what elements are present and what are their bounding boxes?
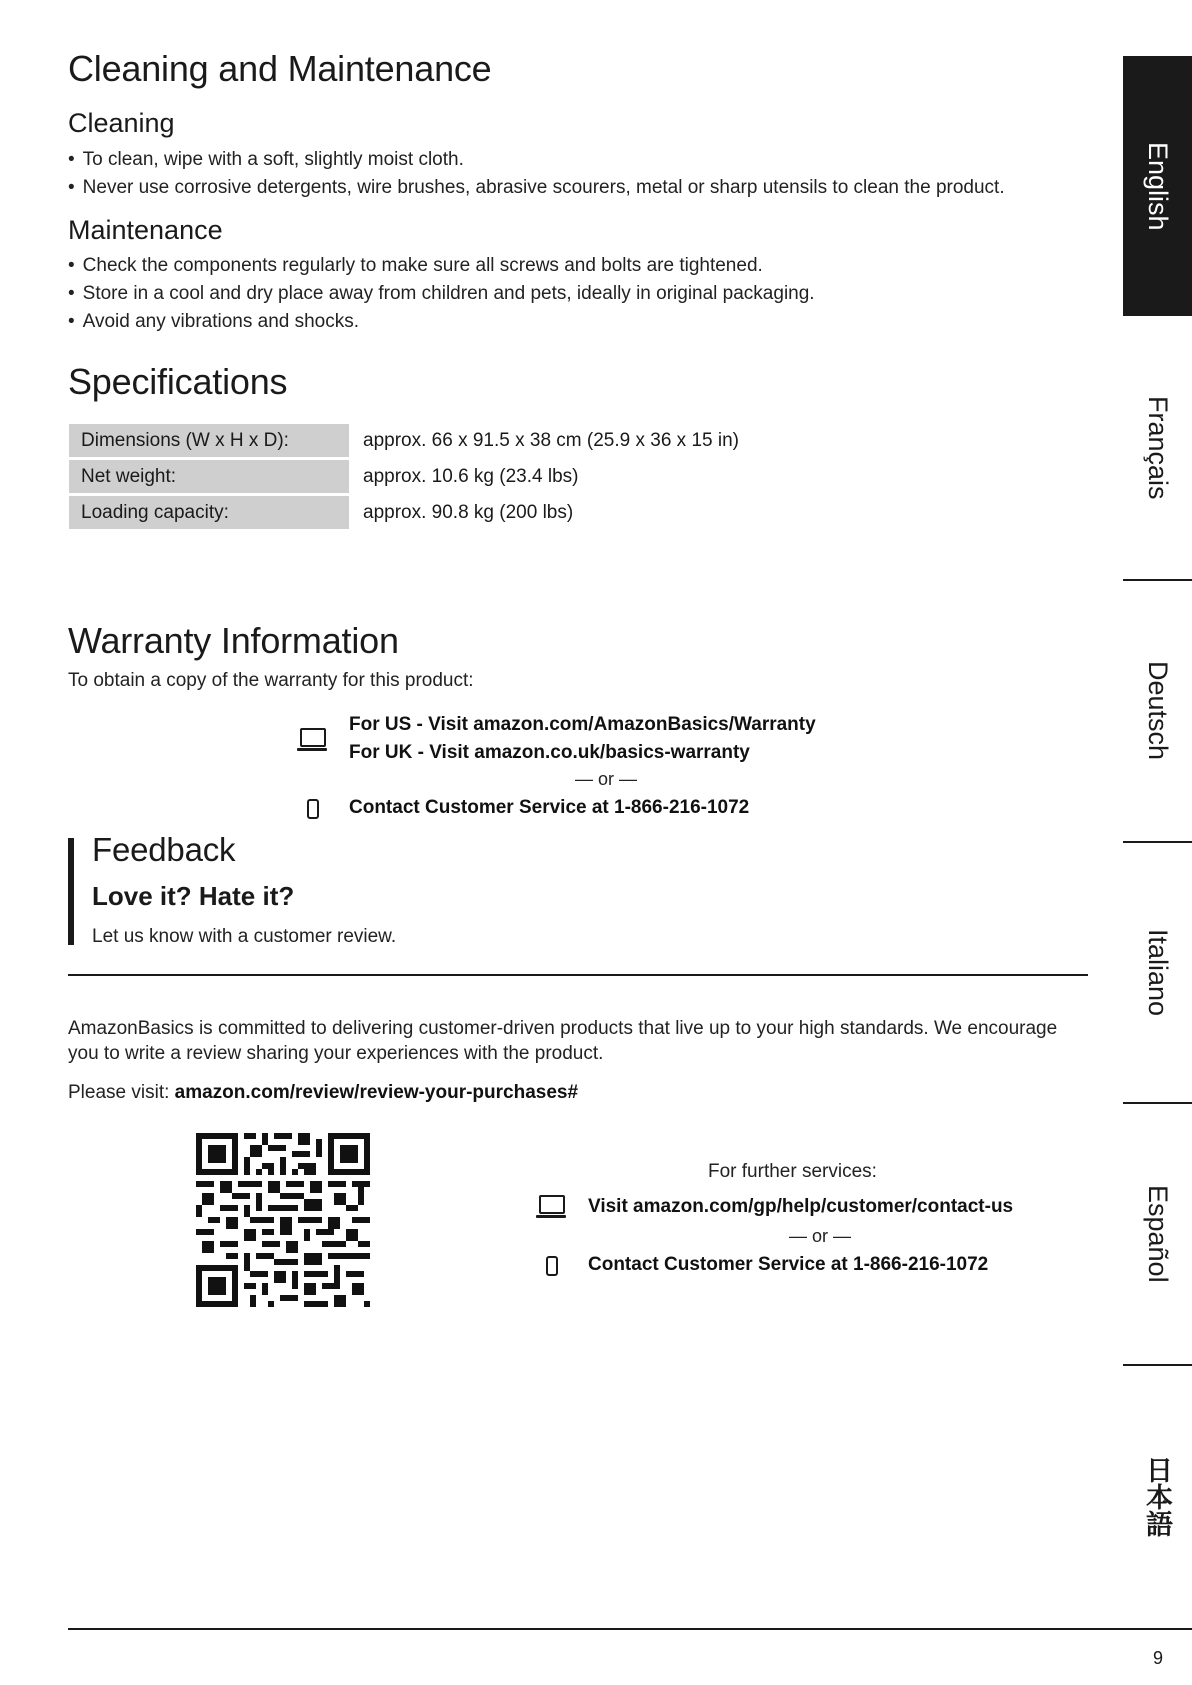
phone-icon [546, 1256, 558, 1276]
tab-label: English [1143, 141, 1173, 231]
spec-label: Loading capacity: [69, 496, 349, 529]
table-row [69, 424, 751, 457]
table-row [69, 496, 751, 529]
services-visit-link[interactable]: Visit amazon.com/gp/help/customer/contact-us [588, 1196, 1014, 1217]
spec-value: approx. 90.8 kg (200 lbs) [351, 496, 751, 529]
cleaning-heading: Cleaning [68, 108, 175, 138]
feedback-title: Feedback [92, 831, 236, 868]
spec-label: Net weight: [69, 460, 349, 493]
services-heading: For further services: [708, 1161, 877, 1182]
tab-label: Français [1143, 396, 1173, 500]
feedback-accent-bar [68, 838, 74, 945]
services-contact: Contact Customer Service at 1-866-216-1072 [588, 1254, 989, 1275]
tab-label: Español [1143, 1185, 1173, 1283]
warranty-uk-link[interactable]: For UK - Visit amazon.co.uk/basics-warranty [349, 742, 750, 763]
review-visit-line [68, 1082, 578, 1104]
footer-rule [68, 1628, 1192, 1630]
tab-japanese[interactable] [1123, 1366, 1192, 1626]
specifications-table [67, 421, 753, 532]
feedback-subtitle: Love it? Hate it? [92, 881, 295, 911]
warranty-intro: To obtain a copy of the warranty for this product: [68, 670, 474, 691]
section-divider [68, 974, 1088, 976]
or-separator: — or — [789, 1226, 852, 1246]
warranty-title: Warranty Information [68, 620, 399, 661]
tab-francais[interactable] [1123, 318, 1192, 578]
list-item: • Avoid any vibrations and shocks. [68, 308, 815, 336]
feedback-text: Let us know with a customer review. [92, 926, 397, 947]
specifications-title: Specifications [68, 361, 288, 402]
cleaning-list [68, 146, 1005, 202]
tab-italiano[interactable] [1123, 843, 1192, 1103]
feedback-paragraph: AmazonBasics is committed to delivering customer-driven products that live up to your high standards. We encourage you to write a review sharing your experiences with the product. [68, 1018, 1058, 1064]
list-item: • Check the components regularly to make sure all screws and bolts are tightened. [68, 252, 815, 280]
tab-english[interactable] [1123, 56, 1192, 316]
or-separator: — or — [575, 769, 638, 789]
qr-code-icon [196, 1133, 370, 1307]
list-item: • Never use corrosive detergents, wire brushes, abrasive scourers, metal or sharp utensils to clean the product. [68, 174, 1005, 202]
list-item: • Store in a cool and dry place away from children and pets, ideally in original packaging. [68, 280, 815, 308]
tab-label: Italiano [1143, 929, 1173, 1017]
tab-label: Deutsch [1143, 661, 1173, 761]
review-visit-prefix: Please visit: [68, 1082, 175, 1103]
tab-deutsch[interactable] [1123, 581, 1192, 841]
review-link[interactable]: amazon.com/review/review-your-purchases# [174, 1082, 579, 1103]
spec-label: Dimensions (W x H x D): [69, 424, 349, 457]
spec-value: approx. 10.6 kg (23.4 lbs) [351, 460, 751, 493]
warranty-contact: Contact Customer Service at 1-866-216-1072 [349, 797, 750, 818]
page-number: 9 [1153, 1648, 1164, 1668]
maintenance-list [68, 252, 815, 336]
spec-value: approx. 66 x 91.5 x 38 cm (25.9 x 36 x 15 in) [351, 424, 751, 457]
maintenance-heading: Maintenance [68, 215, 223, 245]
phone-icon [307, 799, 319, 819]
tab-espanol[interactable] [1123, 1104, 1192, 1364]
table-row [69, 460, 751, 493]
warranty-us-link[interactable]: For US - Visit amazon.com/AmazonBasics/Warranty [349, 714, 816, 735]
laptop-icon [536, 1195, 566, 1219]
list-item: • To clean, wipe with a soft, slightly moist cloth. [68, 146, 1005, 174]
cleaning-maintenance-title: Cleaning and Maintenance [68, 48, 492, 89]
laptop-icon [297, 728, 327, 752]
tab-label: 日本語 [1142, 1455, 1172, 1537]
